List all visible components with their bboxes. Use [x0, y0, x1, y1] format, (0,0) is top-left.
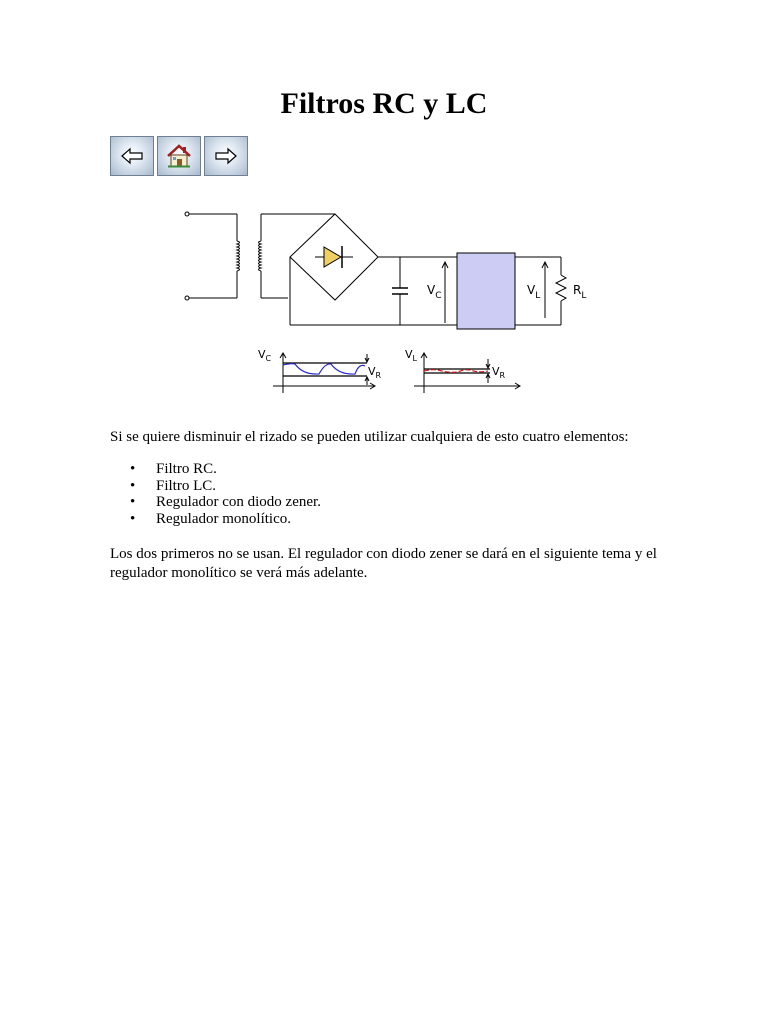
diode-symbol: [315, 246, 353, 268]
input-terminals: [185, 212, 237, 300]
wave-c-ripple-line: [283, 364, 365, 374]
list-item: • Filtro LC.: [110, 478, 321, 495]
wave-l-vr-label: $V_R$: [492, 365, 506, 380]
page-title: Filtros RC y LC: [280, 87, 488, 120]
wave-l-ripple-line: [424, 370, 488, 373]
transformer: [237, 214, 261, 298]
home-icon: [166, 144, 192, 168]
navigation-bar: [110, 136, 248, 176]
wave-c-y-label: $V_C$: [258, 348, 272, 363]
element-list: [110, 461, 321, 528]
load-branch: [515, 257, 566, 325]
home-button[interactable]: [157, 136, 201, 176]
intro-paragraph: Si se quiere disminuir el rizado se pueden utilizar cualquiera de esto cuatro elementos:: [110, 429, 629, 445]
list-item: • Regulador con diodo zener.: [110, 494, 321, 511]
load-ripple-waveform: [402, 345, 527, 395]
vc-label: $V_C$: [427, 283, 442, 301]
list-item: • Filtro RC.: [110, 461, 321, 478]
previous-button[interactable]: [110, 136, 154, 176]
arrow-right-icon: [215, 148, 237, 164]
vl-label: $V_L$: [527, 283, 541, 301]
list-item: • Regulador monolítico.: [110, 511, 321, 528]
rl-label: $R_L$: [573, 283, 587, 301]
rectifier-circuit-diagram: [175, 205, 595, 335]
next-button[interactable]: [204, 136, 248, 176]
wave-c-vr-label: $V_R$: [368, 365, 382, 380]
capacitor-ripple-waveform: [255, 345, 380, 395]
bridge-rectifier: [261, 214, 400, 325]
arrow-left-icon: [121, 148, 143, 164]
closing-paragraph: Los dos primeros no se usan. El regulador con diodo zener se dará en el siguiente tema y el regulador monolítico se verá más adelante.: [110, 546, 657, 581]
wave-l-y-label: $V_L$: [405, 348, 417, 363]
regulator-box: [457, 253, 515, 329]
